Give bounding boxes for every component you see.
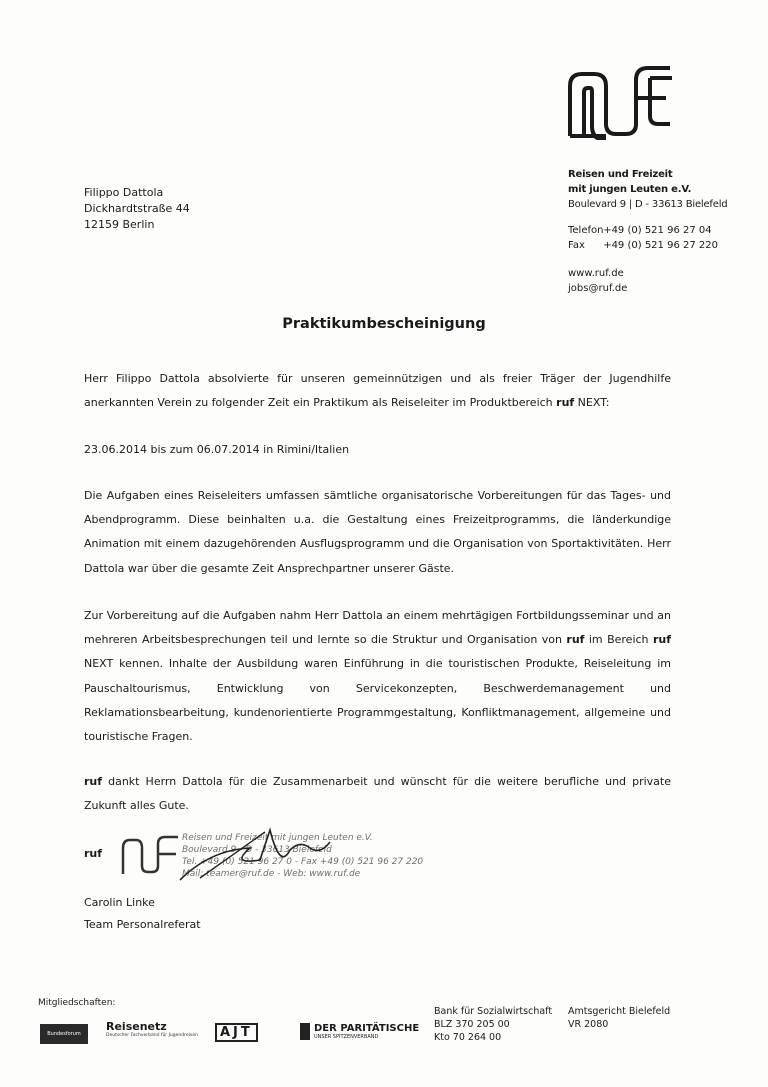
bank-blz: BLZ 370 205 00 — [434, 1019, 510, 1030]
brand-ruf: ruf — [556, 396, 575, 410]
thanks-text: dankt Herrn Dattola für die Zusammenarbeit und wünscht für die weitere berufliche und private Zukunft alles Gute. — [84, 775, 671, 813]
stamp-line1: Reisen und Freizeit mit jungen Leuten e.V. — [182, 833, 373, 843]
member-reisenetz — [106, 1020, 198, 1038]
signer-name: Carolin Linke — [84, 896, 155, 909]
web-block — [568, 266, 627, 296]
sender-org-line1: Reisen und Freizeit — [568, 169, 673, 180]
fax-label: Fax — [568, 240, 585, 251]
member-ajt: AJT — [215, 1023, 258, 1042]
stamp-line3: Tel. +49 (0) 521 96 27 0 - Fax +49 (0) 521 96 27 220 — [182, 857, 424, 867]
signer-block — [84, 892, 201, 936]
brand-ruf: ruf — [566, 633, 585, 647]
sender-address: Boulevard 9 | D - 33613 Bielefeld — [568, 199, 728, 210]
paragraph-dates: 23.06.2014 bis zum 06.07.2014 in Rimini/Italien — [84, 443, 350, 456]
intro-text: Herr Filippo Dattola absolvierte für unseren gemeinnützigen und als freier Träger der Jugendhilfe anerkannten Verein zu folgender Zeit ein Praktikum als Reiseleiter im Produktbereich — [84, 372, 671, 410]
training-text: Zur Vorbereitung auf die Aufgaben nahm Herr Dattola an einem mehrtägigen Fortbildungsseminar und an mehreren Arbeitsbesprechungen teil und lernte so die Struktur und Organisation von — [84, 609, 671, 647]
brand-ruf: ruf — [84, 775, 103, 788]
recipient-city: 12159 Berlin — [84, 218, 155, 231]
member-paritaetische — [300, 1023, 419, 1040]
recipient-street: Dickhardtstraße 44 — [84, 202, 190, 215]
signature-org: ruf — [84, 847, 103, 860]
intro-text-end: NEXT: — [574, 396, 610, 410]
training-text-mid: im Bereich — [584, 633, 653, 647]
reisenetz-sub: Deutscher Fachverband für Jugendreisen — [106, 1033, 198, 1038]
paragraph-training — [84, 604, 671, 749]
paragraph-intro — [84, 367, 671, 415]
court-name: Amtsgericht Bielefeld — [568, 1006, 671, 1017]
stamp-line4: Mail: teamer@ruf.de - Web: www.ruf.de — [182, 869, 361, 879]
document-title: Praktikumbescheinigung — [282, 316, 486, 332]
paritaetische-name: DER PARITÄTISCHE — [314, 1023, 420, 1034]
handwritten-signature — [170, 820, 400, 890]
sender-block — [568, 167, 727, 212]
bank-details — [434, 1005, 552, 1044]
signer-role: Team Personalreferat — [84, 918, 201, 931]
brand-ruf: ruf — [652, 633, 671, 647]
phone-number: +49 (0) 521 96 27 04 — [603, 225, 712, 236]
court-details — [568, 1005, 670, 1031]
member-bundesforum: Bundesforum — [40, 1024, 88, 1044]
fax-number: +49 (0) 521 96 27 220 — [603, 240, 718, 251]
court-vr: VR 2080 — [568, 1019, 609, 1030]
paritaetische-sub: UNSER SPITZENVERBAND — [314, 1034, 379, 1040]
bank-name: Bank für Sozialwirtschaft — [434, 1006, 553, 1017]
stamp-line2: Boulevard 9 - D - 33613 Bielefeld — [182, 845, 332, 855]
reisenetz-name: Reisenetz — [106, 1020, 167, 1033]
ruf-logo — [566, 64, 678, 140]
recipient-name: Filippo Dattola — [84, 186, 164, 199]
training-text-end: NEXT kennen. Inhalte der Ausbildung waren Einführung in die touristischen Produkte, Reiseleitung im Pauschaltourismus, Entwicklung von Servicekonzepten, Beschwerdemanagement und Reklamationsbearbeitung, kundenorientierte Programmgestaltung, Konfliktmanagement, allgemeine und touristische Fragen. — [84, 657, 671, 744]
bank-kto: Kto 70 264 00 — [434, 1032, 502, 1043]
website: www.ruf.de — [568, 268, 624, 279]
paragraph-thanks — [84, 770, 671, 818]
email: jobs@ruf.de — [568, 283, 628, 294]
phone-label: Telefon — [568, 225, 604, 236]
contact-block — [568, 223, 718, 253]
sender-org-line2: mit jungen Leuten e.V. — [568, 184, 692, 195]
recipient-address — [84, 185, 190, 233]
paragraph-tasks: Die Aufgaben eines Reiseleiters umfassen sämtliche organisatorische Vorbereitungen für das Tages- und Abendprogramm. Diese beinhalten u.a. die Gestaltung eines Freizeitprogramms, die länderkundige Animation mit einem dazugehörenden Ausflugsprogramm und die Organisation von Sportaktivitäten. Herr Dattola war über die gesamte Zeit Ansprechpartner unserer Gäste. — [84, 489, 671, 575]
memberships-label: Mitgliedschaften: — [38, 998, 116, 1008]
